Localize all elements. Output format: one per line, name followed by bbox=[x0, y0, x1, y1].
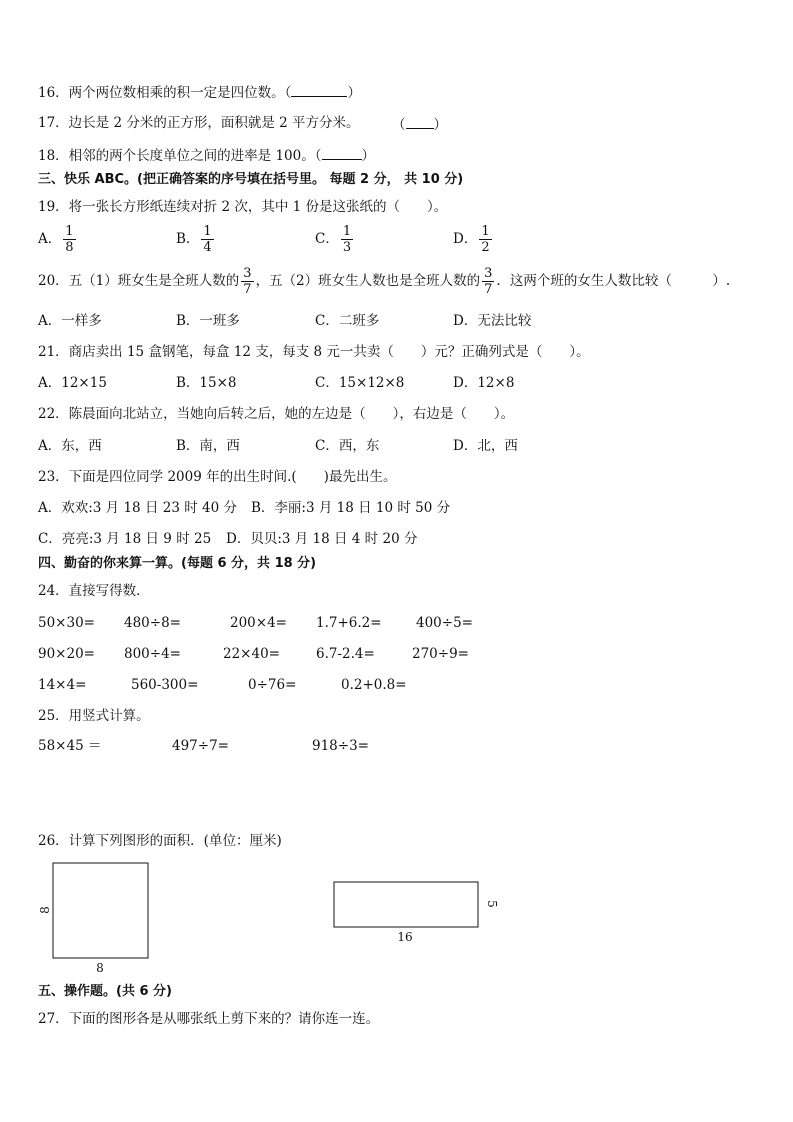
q21-option-c[interactable]: C．15×12×8 bbox=[315, 375, 405, 391]
calc-item: 560-300= bbox=[131, 677, 199, 693]
rectangle-bottom-label: 16 bbox=[397, 930, 413, 944]
vertical-calc-item: 497÷7= bbox=[172, 738, 229, 754]
question-17 bbox=[38, 114, 360, 132]
q20-option-b[interactable]: B．一班多 bbox=[176, 313, 240, 329]
calc-item: 1.7+6.2= bbox=[316, 615, 382, 631]
q19-option-c[interactable]: C． $\frac{1}{3}$ bbox=[315, 224, 352, 255]
calc-item: 6.7-2.4= bbox=[316, 646, 375, 662]
q23-option-a[interactable]: A．欢欢:3 月 18 日 23 时 40 分 bbox=[38, 500, 237, 516]
rectangle-side-label: 5 bbox=[485, 900, 499, 908]
calc-item: 14×4= bbox=[38, 677, 87, 693]
answer-blank[interactable] bbox=[322, 145, 362, 160]
q16-text: 16．两个两位数相乘的积一定是四位数。（ bbox=[38, 85, 292, 101]
answer-blank[interactable] bbox=[406, 114, 434, 129]
question-19: 19．将一张长方形纸连续对折 2 次，其中 1 份是这张纸的（ ）。 bbox=[38, 199, 448, 215]
q20-option-a[interactable]: A．一样多 bbox=[38, 313, 102, 329]
fraction: $\frac{1}{3}$ bbox=[342, 224, 352, 255]
fraction: $\frac{3}{7}$ bbox=[484, 266, 493, 297]
calc-item: 800÷4= bbox=[124, 646, 181, 662]
vertical-calc-item: 58×45 ＝ bbox=[38, 738, 102, 754]
calc-item: 0.2+0.8= bbox=[341, 677, 407, 693]
fraction: $\frac{1}{2}$ bbox=[481, 224, 490, 255]
q17-text: 17．边长是 2 分米的正方形，面积就是 2 平方分米。 bbox=[38, 115, 360, 131]
q19-option-b[interactable]: B． $\frac{1}{4}$ bbox=[176, 224, 212, 255]
section-4-heading: 四、勤奋的你来算一算。(每题 6 分，共 18 分) bbox=[38, 556, 317, 571]
question-24: 24．直接写得数． bbox=[38, 583, 150, 599]
square-figure bbox=[36, 858, 160, 976]
section-5-heading: 五、操作题。(共 6 分) bbox=[38, 984, 172, 999]
q23-option-c[interactable]: C．亮亮:3 月 18 日 9 时 25 bbox=[38, 531, 212, 547]
question-20: 20．五（1）班女生是全班人数的 $\frac{3}{7}$ ，五（2）班女生人数也是全班人数的 $\frac{3}{7}$ ．这两个班的女生人数比较（ ）. bbox=[38, 266, 731, 297]
calc-item: 400÷5= bbox=[416, 615, 473, 631]
vertical-calc-item: 918÷3= bbox=[312, 738, 369, 754]
calc-item: 0÷76= bbox=[248, 677, 297, 693]
question-26: 26．计算下列图形的面积．(单位：厘米) bbox=[38, 833, 282, 849]
fraction: $\frac{1}{8}$ bbox=[65, 224, 74, 255]
q21-option-d[interactable]: D．12×8 bbox=[453, 375, 515, 391]
rectangle-shape bbox=[334, 882, 478, 927]
fraction: $\frac{3}{7}$ bbox=[243, 266, 252, 297]
calc-item: 480÷8= bbox=[124, 615, 181, 631]
question-16: 16．两个两位数相乘的积一定是四位数。（ ） bbox=[38, 82, 361, 102]
question-22: 22．陈晨面向北站立，当她向后转之后，她的左边是（ ），右边是（ ）。 bbox=[38, 406, 515, 422]
q20-option-d[interactable]: D．无法比较 bbox=[453, 313, 532, 329]
fraction: $\frac{1}{4}$ bbox=[203, 224, 212, 255]
q22-option-b[interactable]: B．南，西 bbox=[176, 438, 240, 454]
square-side-label: 8 bbox=[38, 906, 52, 914]
q18-text: 18．相邻的两个长度单位之间的进率是 100。（ bbox=[38, 148, 322, 164]
calc-item: 22×40= bbox=[223, 646, 280, 662]
rectangle-figure bbox=[328, 874, 500, 946]
calc-item: 90×20= bbox=[38, 646, 95, 662]
q19-option-d[interactable]: D． $\frac{1}{2}$ bbox=[453, 224, 490, 255]
q19-option-a[interactable]: A． $\frac{1}{8}$ bbox=[38, 224, 74, 255]
q22-option-c[interactable]: C．西，东 bbox=[315, 438, 380, 454]
section-3-heading: 三、快乐 ABC。(把正确答案的序号填在括号里。 每题 2 分， 共 10 分) bbox=[38, 172, 464, 187]
question-23: 23．下面是四位同学 2009 年的出生时间.( )最先出生。 bbox=[38, 469, 397, 485]
square-shape bbox=[53, 863, 148, 958]
q22-option-d[interactable]: D．北，西 bbox=[453, 438, 518, 454]
q23-option-b[interactable]: B．李丽:3 月 18 日 10 时 50 分 bbox=[251, 500, 451, 516]
question-21: 21．商店卖出 15 盒钢笔，每盒 12 支，每支 8 元一共卖（ ）元？正确列式是（ ）。 bbox=[38, 344, 590, 360]
answer-blank[interactable] bbox=[291, 82, 347, 97]
question-25: 25．用竖式计算。 bbox=[38, 708, 150, 724]
q20-option-c[interactable]: C．二班多 bbox=[315, 313, 380, 329]
question-18: 18．相邻的两个长度单位之间的进率是 100。（ ） bbox=[38, 145, 375, 165]
q23-option-d[interactable]: D．贝贝:3 月 18 日 4 时 20 分 bbox=[226, 531, 418, 547]
q21-option-b[interactable]: B．15×8 bbox=[176, 375, 237, 391]
square-bottom-label: 8 bbox=[96, 961, 104, 975]
q17-answer: （ ） bbox=[392, 114, 447, 134]
calc-item: 50×30= bbox=[38, 615, 95, 631]
calc-item: 270÷9= bbox=[412, 646, 469, 662]
question-27: 27．下面的图形各是从哪张纸上剪下来的？请你连一连。 bbox=[38, 1011, 380, 1027]
calc-item: 200×4= bbox=[230, 615, 287, 631]
q21-option-a[interactable]: A．12×15 bbox=[38, 375, 107, 391]
q22-option-a[interactable]: A．东，西 bbox=[38, 438, 102, 454]
